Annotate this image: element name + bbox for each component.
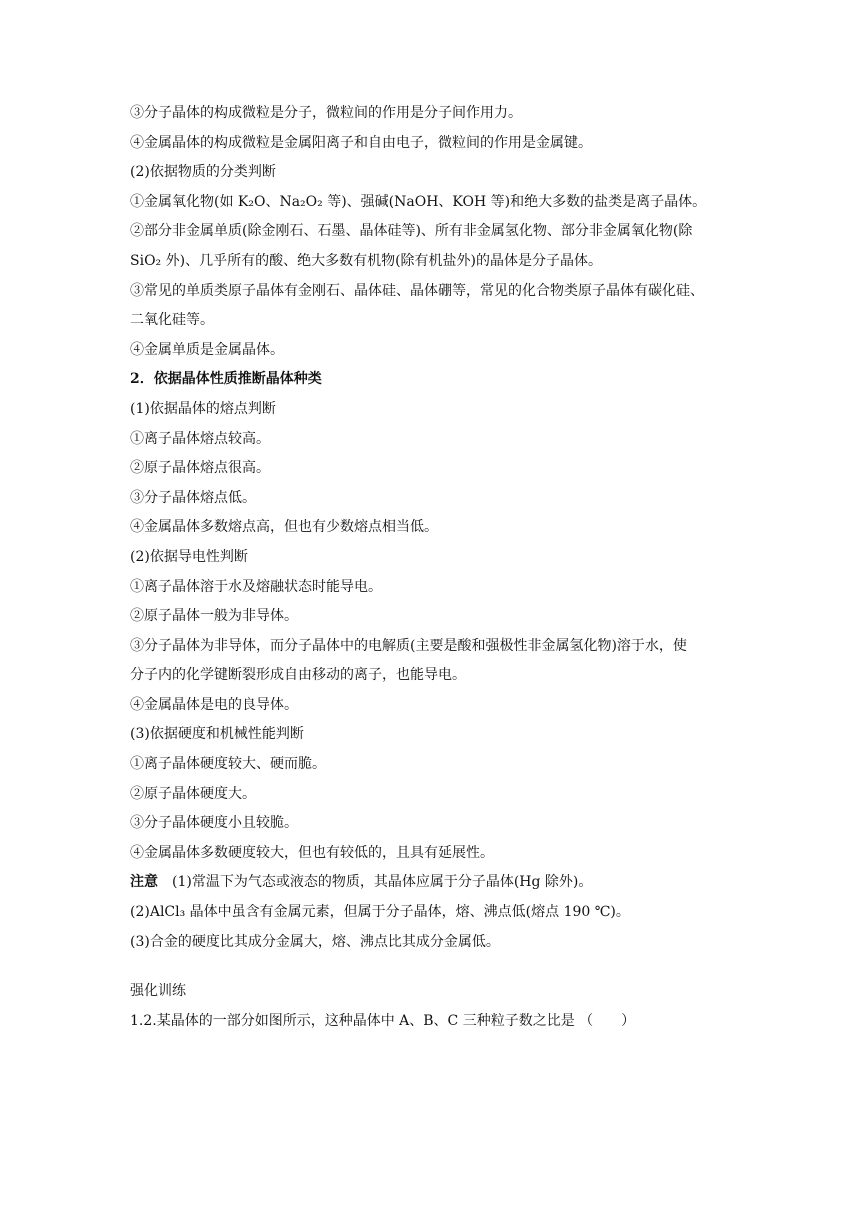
section-title: 2．依据晶体性质推断晶体种类 — [130, 371, 322, 388]
paragraph: SiO₂ 外)、几乎所有的酸、绝大多数有机物(除有机盐外)的晶体是分子晶体。 — [130, 252, 602, 269]
list-item: ④金属晶体多数熔点高，但也有少数熔点相当低。 — [130, 519, 438, 536]
subheading: (2)依据物质的分类判断 — [130, 164, 276, 181]
list-item: ③分子晶体硬度小且较脆。 — [130, 815, 298, 832]
subheading: (2)依据导电性判断 — [130, 548, 248, 565]
paragraph: ④金属晶体的构成微粒是金属阳离子和自由电子，微粒间的作用是金属键。 — [130, 134, 592, 151]
paragraph: ②部分非金属单质(除金刚石、石墨、晶体硅等)、所有非金属氢化物、部分非金属氧化物(除 — [130, 223, 693, 240]
note-line: (3)合金的硬度比其成分金属大，熔、沸点比其成分金属低。 — [130, 933, 500, 950]
list-item: 分子内的化学键断裂形成自由移动的离子，也能导电。 — [130, 667, 466, 684]
list-item: ②原子晶体硬度大。 — [130, 785, 256, 802]
list-item: ④金属晶体多数硬度较大，但也有较低的，且具有延展性。 — [130, 844, 494, 861]
note-line: (2)AlCl₃ 晶体中虽含有金属元素，但属于分子晶体，熔、沸点低(熔点 190 ℃)。 — [130, 904, 630, 921]
subheading: (3)依据硬度和机械性能判断 — [130, 726, 304, 743]
question-text: 1.2.某晶体的一部分如图所示，这种晶体中 A、B、C 三种粒子数之比是 （ ） — [130, 1012, 636, 1029]
list-item: ③分子晶体熔点低。 — [130, 489, 256, 506]
list-item: ①离子晶体硬度较大、硬而脆。 — [130, 756, 326, 773]
note-line — [130, 868, 740, 898]
list-item: ③分子晶体为非导体，而分子晶体中的电解质(主要是酸和强极性非金属氢化物)溶于水，使 — [130, 637, 687, 654]
note-label: 注意 — [130, 874, 158, 891]
paragraph: ①金属氧化物(如 K₂O、Na₂O₂ 等)、强碱(NaOH、KOH 等)和绝大多数的盐类是离子晶体。 — [130, 193, 707, 210]
list-item: ④金属晶体是电的良导体。 — [130, 696, 298, 713]
paragraph: ③常见的单质类原子晶体有金刚石、晶体硅、晶体硼等，常见的化合物类原子晶体有碳化硅、 — [130, 282, 704, 299]
list-item: ①离子晶体熔点较高。 — [130, 430, 270, 447]
list-item: ①离子晶体溶于水及熔融状态时能导电。 — [130, 578, 382, 595]
list-item: ②原子晶体熔点很高。 — [130, 460, 270, 477]
list-item: ②原子晶体一般为非导体。 — [130, 608, 298, 625]
paragraph: ④金属单质是金属晶体。 — [130, 341, 284, 358]
note-text: (1)常温下为气态或液态的物质，其晶体应属于分子晶体(Hg 除外)。 — [172, 874, 593, 891]
subheading: (1)依据晶体的熔点判断 — [130, 400, 276, 417]
paragraph: ③分子晶体的构成微粒是分子，微粒间的作用是分子间作用力。 — [130, 105, 522, 121]
spacer — [130, 957, 740, 977]
document-body — [130, 99, 740, 1036]
training-heading: 强化训练 — [130, 983, 186, 1000]
paragraph: 二氧化硅等。 — [130, 312, 214, 329]
